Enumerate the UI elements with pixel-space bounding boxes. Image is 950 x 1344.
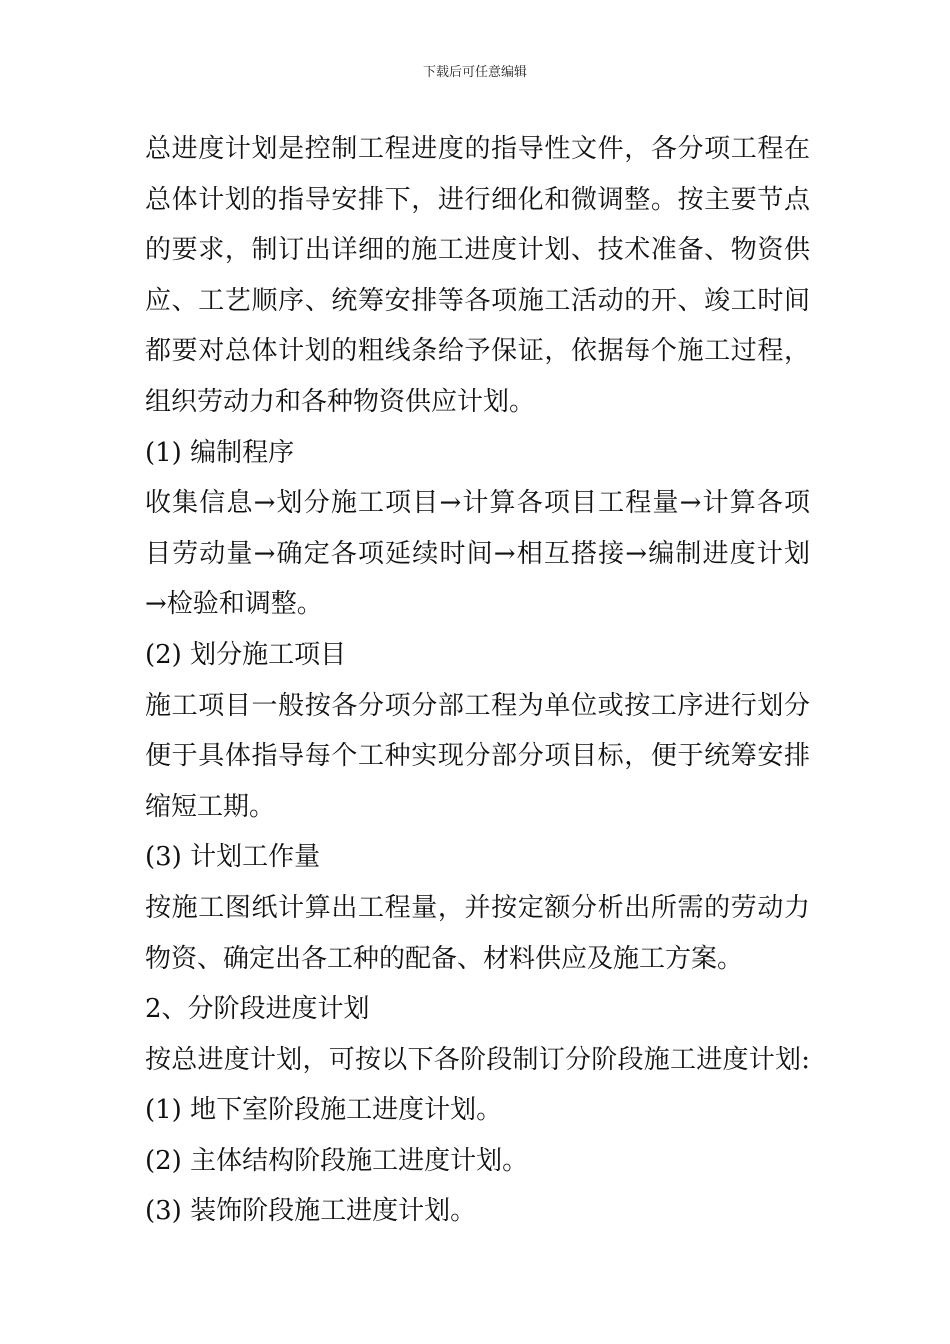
section-heading: (2) 划分施工项目 <box>145 639 347 670</box>
paragraph-line: 组织劳动力和各种物资供应计划。 <box>145 386 536 417</box>
paragraph-line: 都要对总体计划的粗线条给予保证，依据每个施工过程， <box>145 336 810 367</box>
paragraph-line: 按施工图纸计算出工程量，并按定额分析出所需的劳动力 <box>145 892 810 923</box>
paragraph-line: 收集信息→划分施工项目→计算各项目工程量→计算各项 <box>145 488 810 519</box>
paragraph-line: 按总进度计划，可按以下各阶段制订分阶段施工进度计划: <box>145 1044 810 1075</box>
paragraph-line: 总体计划的指导安排下，进行细化和微调整。按主要节点 <box>145 184 810 215</box>
list-item: (2) 主体结构阶段施工进度计划。 <box>145 1145 529 1176</box>
paragraph-line: 便于具体指导每个工种实现分部分项目标，便于统筹安排 <box>145 741 810 772</box>
document-body <box>145 124 810 1237</box>
paragraph-line: 物资、确定出各工种的配备、材料供应及施工方案。 <box>145 943 744 974</box>
paragraph-line: 施工项目一般按各分项分部工程为单位或按工序进行划分 <box>145 690 810 721</box>
list-item: (1) 地下室阶段施工进度计划。 <box>145 1095 503 1126</box>
section-heading: 2、分阶段进度计划 <box>145 994 370 1025</box>
paragraph-line: 总进度计划是控制工程进度的指导性文件，各分项工程在 <box>145 134 810 164</box>
paragraph-line: 目劳动量→确定各项延续时间→相互搭接→编制进度计划 <box>145 538 810 569</box>
paragraph-line: 的要求，制订出详细的施工进度计划、技术准备、物资供 <box>145 235 810 266</box>
section-heading: (1) 编制程序 <box>145 437 295 468</box>
section-heading: (3) 计划工作量 <box>145 842 321 873</box>
list-item: (3) 装饰阶段施工进度计划。 <box>145 1196 477 1227</box>
page-header: 下载后可任意编辑 <box>422 65 527 80</box>
paragraph-line: →检验和调整。 <box>145 589 323 620</box>
paragraph-line: 应、工艺顺序、统筹安排等各项施工活动的开、竣工时间 <box>145 285 810 316</box>
paragraph-line: 缩短工期。 <box>145 791 276 822</box>
